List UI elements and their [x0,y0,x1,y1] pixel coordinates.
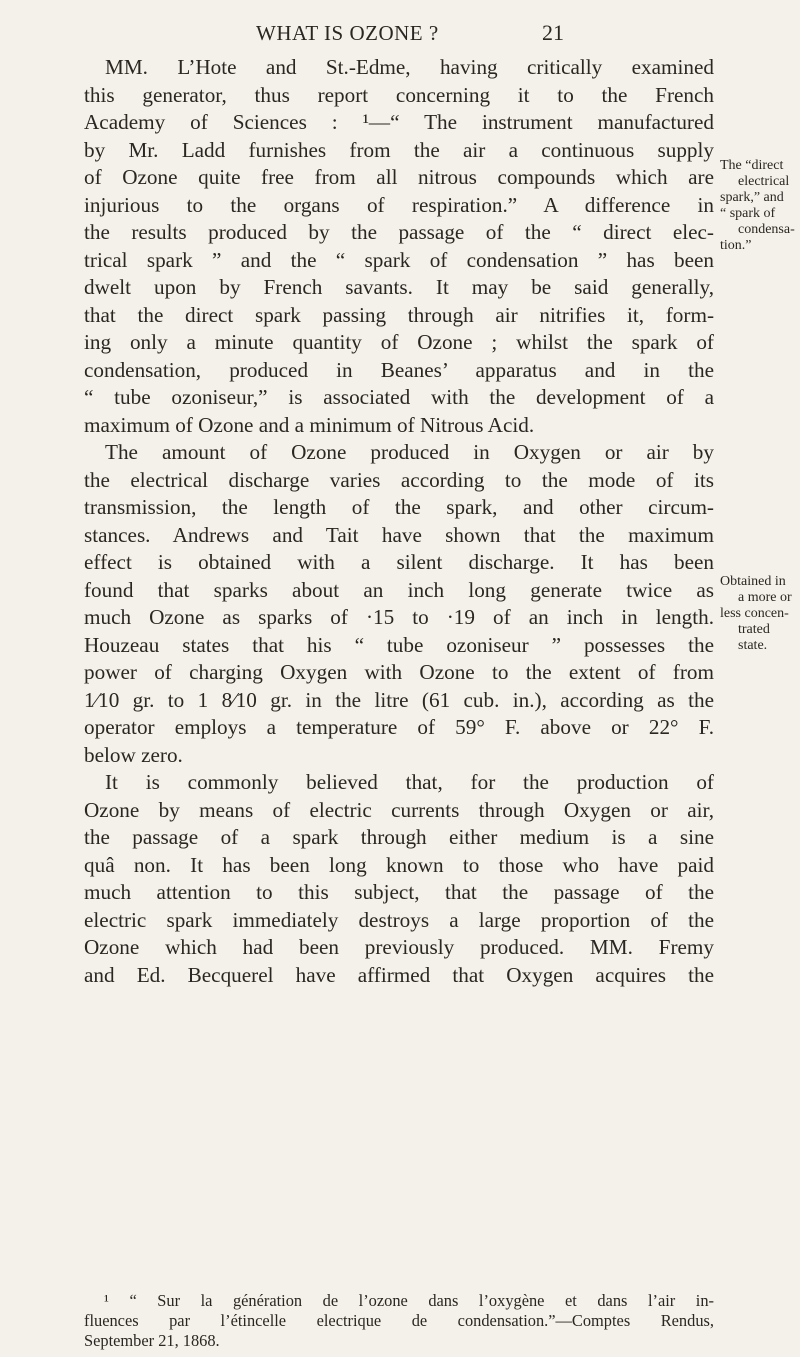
text-line: condensation, produced in Beanes’ apparatus and in the [84,357,714,382]
text-line: that the direct spark passing through air nitrifies it, form- [84,302,714,327]
sidenote-line: electrical [738,174,790,189]
text-line: transmission, the length of the spark, and other circum- [84,495,714,519]
text-line: stances. Andrews and Tait have shown that the maximum [84,522,714,547]
text-line: this generator, thus report concerning it to the French [84,82,714,107]
text-line: Ozone by means of electric currents through Oxygen or air, [84,797,714,822]
text-line: of Ozone quite free from all nitrous compounds which are [84,165,714,189]
sidenote-line: condensa- [738,222,795,237]
footnote-line: ¹ “ Sur la génération de l’ozone dans l’oxygène et dans l’air in- [104,1291,714,1310]
text-line: trical spark ” and the “ spark of condensation ” has been [84,247,714,272]
text-line: Ozone which had been previously produced. MM. Fremy [84,935,714,959]
text-line: maximum of Ozone and a minimum of Nitrous Acid. [84,412,535,437]
page-number: 21 [542,20,564,45]
paragraph-2 [84,439,714,769]
sidenote-line: tion.” [720,238,752,253]
sidenote-line: Obtained in [720,574,786,589]
sidenote-line: The “direct [720,158,784,173]
text-line: by Mr. Ladd furnishes from the air a continuous supply [84,137,714,162]
text-line: operator employs a temperature of 59° F. above or 22° F. [84,715,714,739]
sidenote-line: spark,” and [720,190,784,205]
paragraph-1 [84,54,714,439]
sidenote-line: “ spark of [720,206,776,221]
footnote [84,1291,714,1351]
text-line: effect is obtained with a silent discharge. It has been [84,550,714,574]
text-line: and Ed. Becquerel have affirmed that Oxygen acquires the [84,962,714,987]
text-line: found that sparks about an inch long generate twice as [84,577,714,602]
text-line: MM. L’Hote and St.-Edme, having critically examined [105,55,714,79]
text-line: The amount of Ozone produced in Oxygen or air by [105,440,714,464]
text-line: quâ non. It has been long known to those who have paid [84,852,714,877]
text-line: the electrical discharge varies according to the mode of its [84,467,714,492]
text-line: injurious to the organs of respiration.” A difference in [84,192,714,217]
sidenote-line: trated [738,622,770,637]
text-line: Academy of Sciences : ¹—“ The instrument manufactured [84,110,714,134]
text-line: It is commonly believed that, for the production of [105,770,714,794]
footnote-line: September 21, 1868. [84,1331,220,1350]
text-line: 1⁄10 gr. to 1 8⁄10 gr. in the litre (61 cub. in.), according as the [84,687,714,712]
text-line: much attention to this subject, that the passage of the [84,880,714,904]
body-text [84,54,714,989]
text-line: much Ozone as sparks of ·15 to ·19 of an inch in length. [84,605,714,629]
footnote-line: fluences par l’étincelle electrique de condensation.”—Comptes Rendus, [84,1311,714,1330]
text-line: electric spark immediately destroys a large proportion of the [84,907,714,932]
text-line: power of charging Oxygen with Ozone to the extent of from [84,660,714,684]
text-line: below zero. [84,742,183,767]
text-line: “ tube ozoniseur,” is associated with the development of a [84,385,714,409]
sidenote-concentrated-state [720,574,800,654]
sidenote-line: less concen- [720,606,789,621]
running-head: WHAT IS OZONE ? [256,21,439,45]
text-line: Houzeau states that his “ tube ozoniseur ” possesses the [84,632,714,657]
sidenote-line: a more or [738,590,792,605]
text-line: the passage of a spark through either medium is a sine [84,825,714,849]
paragraph-3 [84,769,714,989]
text-line: the results produced by the passage of the “ direct elec- [84,220,714,244]
sidenote-line: state. [738,638,768,653]
sidenote-direct-spark [720,158,800,254]
text-line: ing only a minute quantity of Ozone ; whilst the spark of [84,330,714,354]
text-line: dwelt upon by French savants. It may be said generally, [84,275,714,299]
